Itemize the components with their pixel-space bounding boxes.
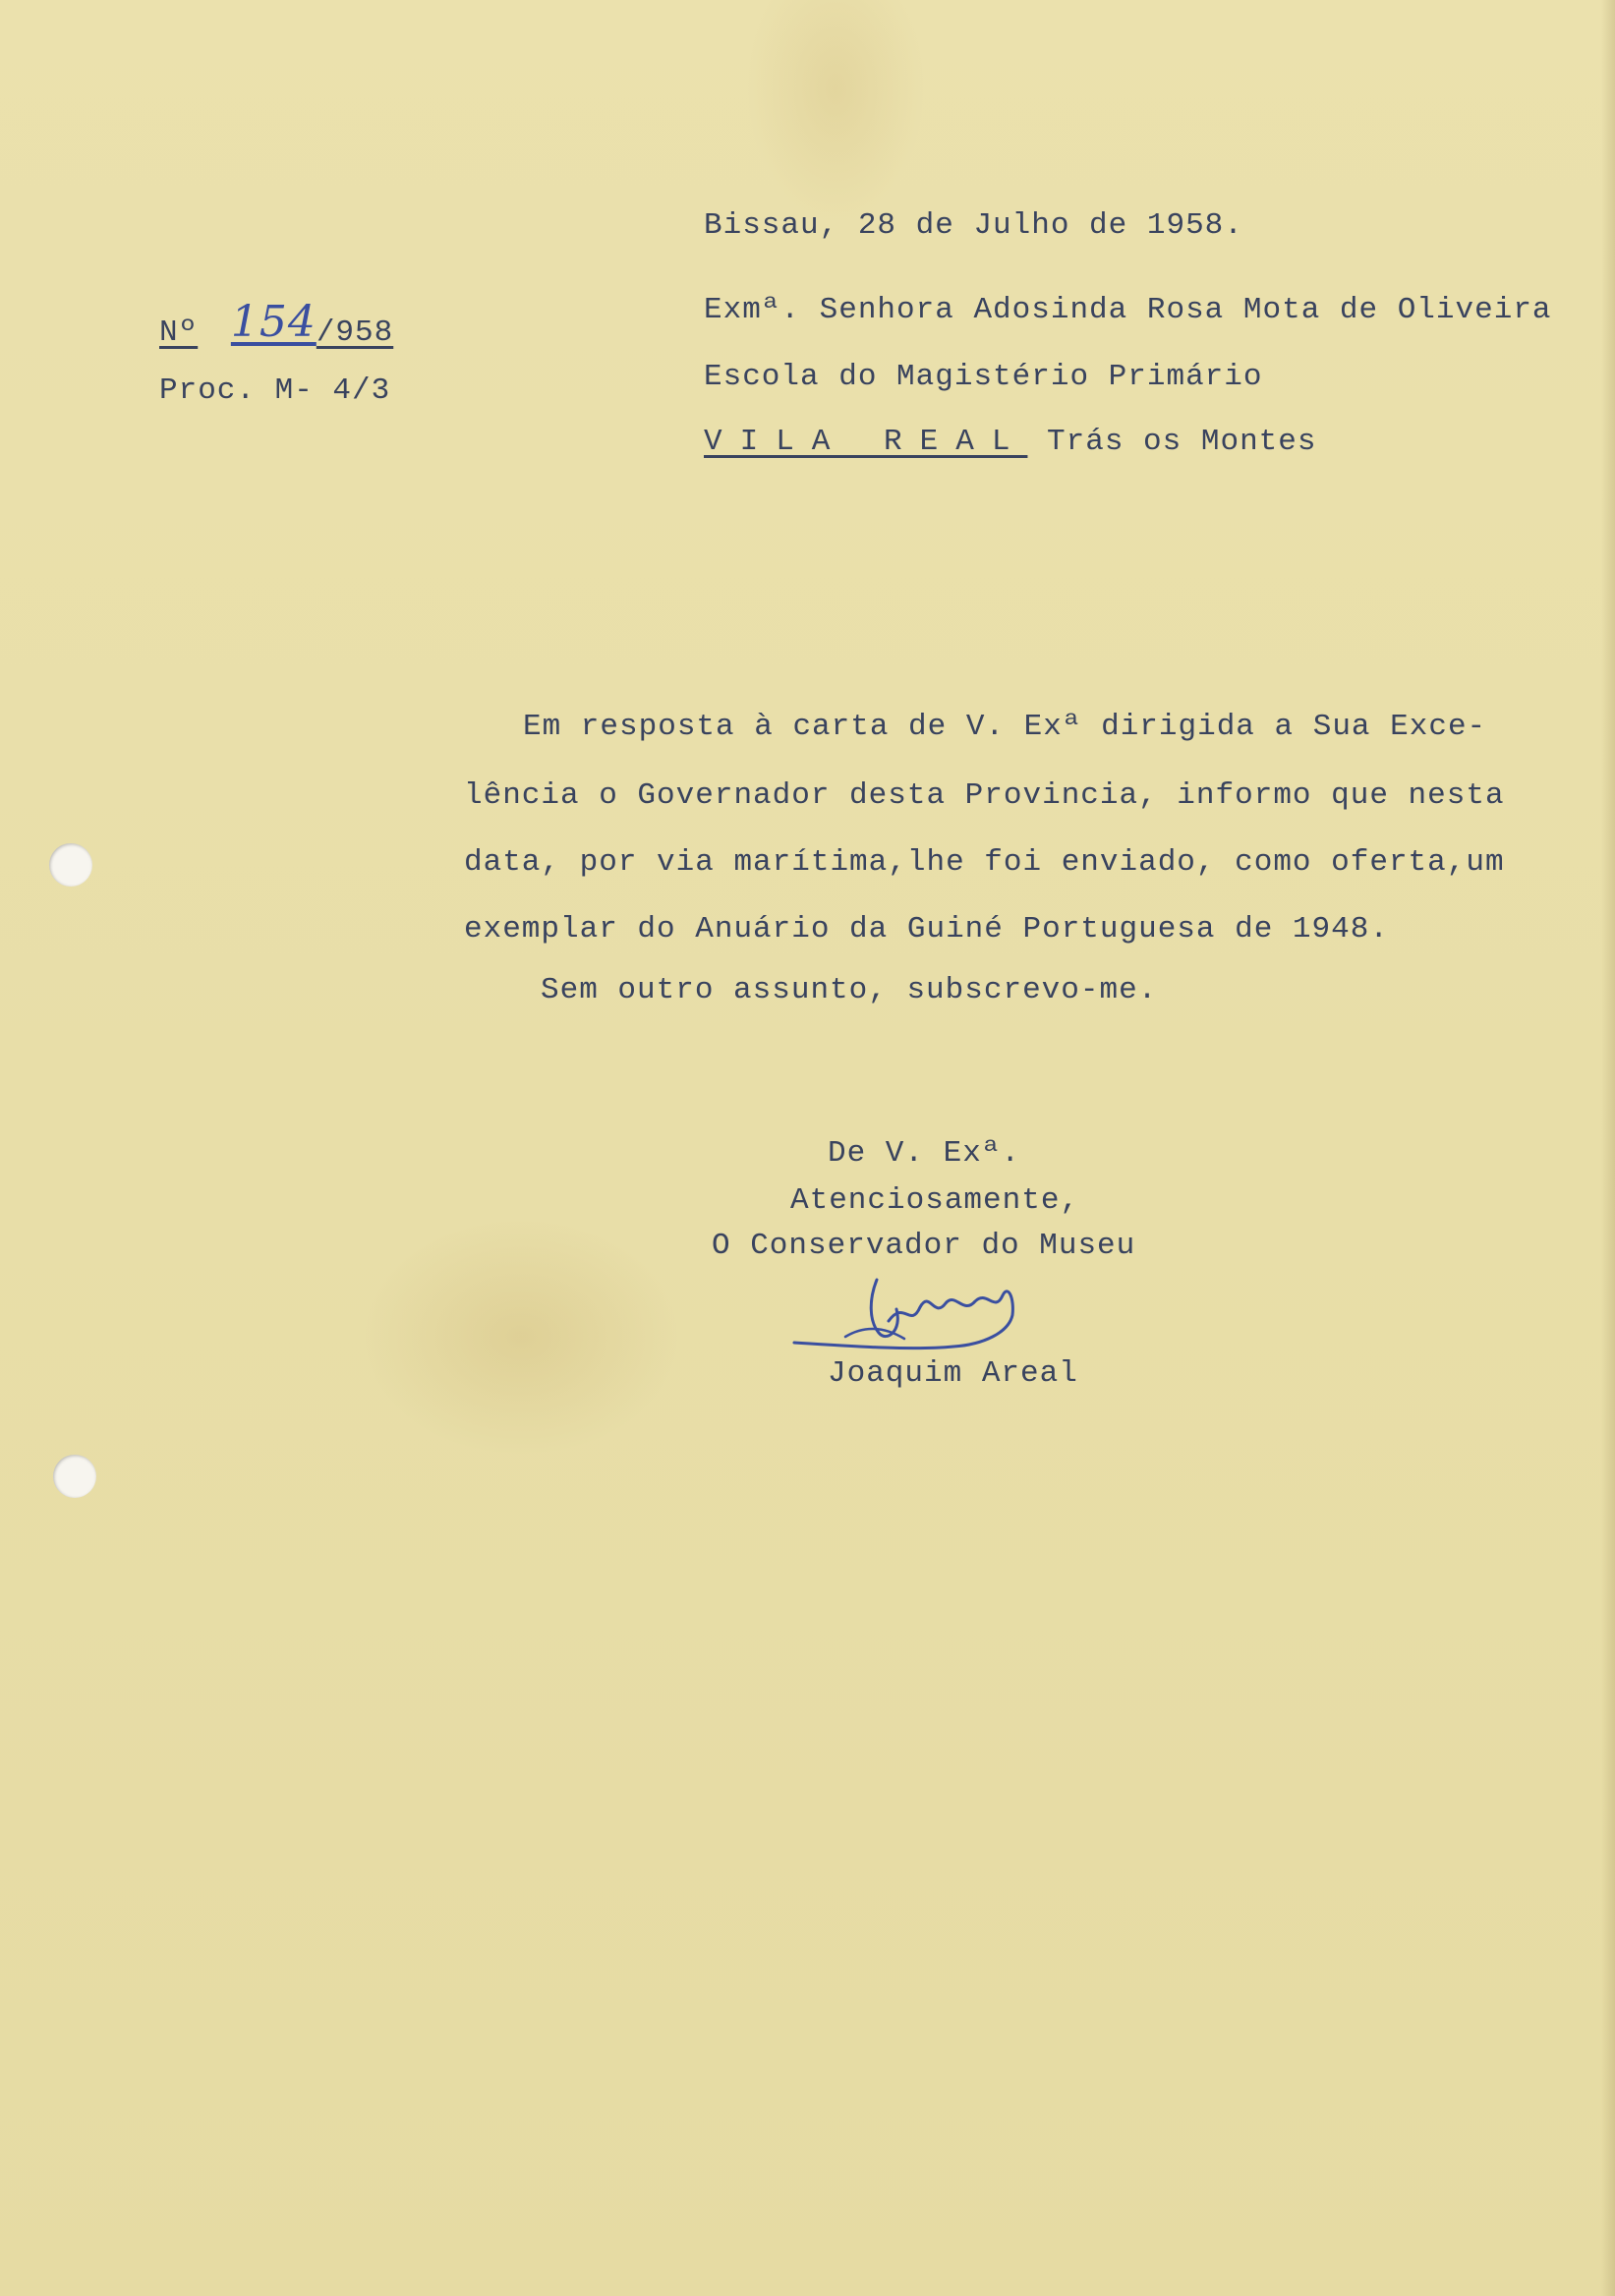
recipient-region: Trás os Montes <box>1047 425 1317 459</box>
paper-edge-shadow <box>1601 0 1615 2296</box>
ref-prefix: Nº <box>159 316 199 350</box>
body-line-2: lência o Governador desta Provincia, informo que nesta <box>464 778 1505 813</box>
body-line-1: Em resposta à carta de V. Exª dirigida a Sua Exce- <box>523 710 1487 744</box>
recipient-name: Exmª. Senhora Adosinda Rosa Mota de Oliveira <box>704 293 1552 327</box>
closing-salutation: De V. Exª. <box>828 1136 1021 1171</box>
punch-hole-top <box>49 843 92 887</box>
recipient-address <box>704 425 1317 459</box>
body-line-3: data, por via marítima,lhe foi enviado, como oferta,um <box>464 845 1505 880</box>
punch-hole-bottom <box>53 1455 96 1498</box>
proc-reference: Proc. M- 4/3 <box>159 373 391 408</box>
recipient-institution: Escola do Magistério Primário <box>704 360 1263 394</box>
ref-year: /958 <box>316 316 394 350</box>
recipient-city: VILA REAL <box>704 425 1028 459</box>
body-line-4: exemplar do Anuário da Guiné Portuguesa de 1948. <box>464 912 1389 947</box>
body-line-5: Sem outro assunto, subscrevo-me. <box>541 973 1158 1007</box>
reference-number <box>159 297 394 351</box>
ref-number-handwritten: 154 <box>230 297 317 347</box>
closing-title: O Conservador do Museu <box>712 1229 1136 1263</box>
closing-regards: Atenciosamente, <box>790 1183 1080 1218</box>
signer-name: Joaquim Areal <box>828 1356 1078 1391</box>
handwritten-signature <box>786 1260 1062 1368</box>
date-line: Bissau, 28 de Julho de 1958. <box>704 208 1243 243</box>
